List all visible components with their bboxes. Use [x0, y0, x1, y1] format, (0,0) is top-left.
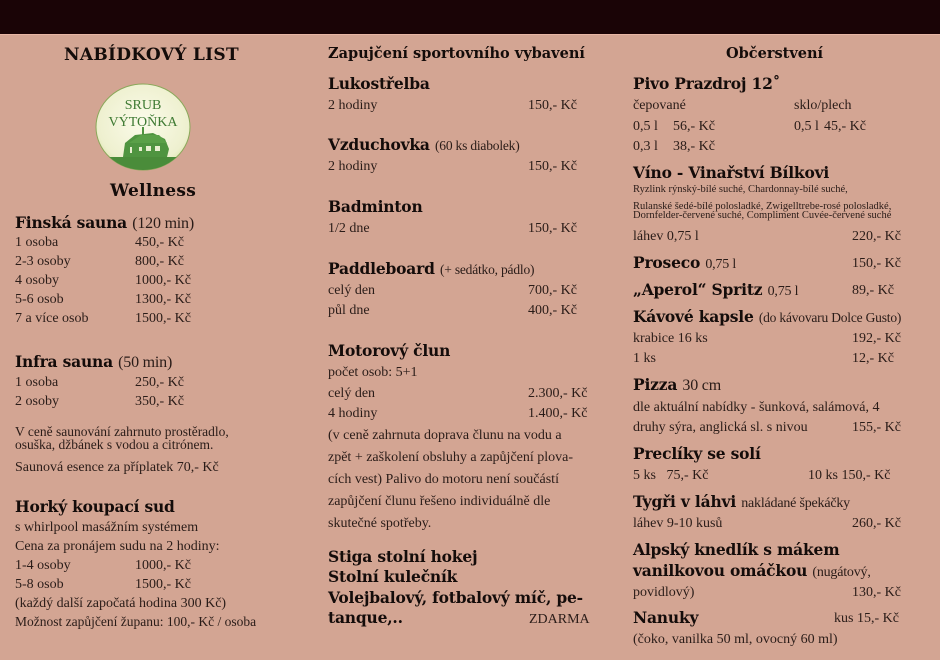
beer-bottle-price: 45,- Kč [824, 119, 866, 134]
top-bar [0, 0, 940, 35]
wine-heading: Víno - Vinařství Bílkovi [633, 163, 830, 182]
infra-sauna-name: Infra sauna [15, 352, 113, 371]
sauna-included-note-1: V ceně saunování zahrnuto prostěradlo, [15, 424, 229, 439]
dumpling-heading-1: Alpský knedlík s mákem [633, 540, 840, 559]
finska-row-price: 1300,- Kč [135, 292, 191, 307]
logo-line-2: VÝTOŇKA [108, 115, 178, 130]
badminton-row-price: 150,- Kč [528, 221, 577, 236]
finska-row-label: 5-6 osob [15, 292, 64, 307]
dumpling-note-2: povidlový) [633, 585, 695, 600]
aperol-name: „Aperol“ Spritz [633, 280, 763, 299]
sauna-essence-note: Saunová esence za příplatek 70,- Kč [15, 460, 219, 475]
archery-row-label: 2 hodiny [328, 98, 378, 113]
coffee-note: (do kávovaru Dolce Gusto) [758, 310, 902, 325]
hot-tub-row-label: 5-8 osob [15, 577, 64, 592]
motorboat-heading: Motorový člun [328, 341, 451, 360]
tigers-name: Tygři v láhvi [633, 492, 737, 511]
paddleboard-note: (+ sedátko, pádlo) [439, 262, 535, 277]
air-rifle-row-price: 150,- Kč [528, 159, 577, 174]
finska-row-label: 4 osoby [15, 273, 59, 288]
finska-row-price: 1000,- Kč [135, 273, 191, 288]
pizza-name: Pizza [633, 375, 678, 394]
tigers-note: nakládané špekáčky [741, 496, 850, 511]
finska-row-price: 1500,- Kč [135, 311, 191, 326]
pizza-desc: dle aktuální nabídky - šunková, salámová, 4 [633, 400, 880, 415]
dumpling-note-1: (nugátový, [812, 565, 871, 580]
badminton-heading: Badminton [328, 197, 423, 216]
beer-draft-size: 0,3 l [633, 139, 658, 154]
hot-tub-desc: s whirlpool masážním systémem [15, 520, 199, 535]
logo-line-1: SRUB [124, 98, 162, 113]
pizza-desc: druhy sýra, anglická sl. s nivou [633, 420, 808, 435]
motorboat-row-label: celý den [328, 386, 376, 401]
finska-row-price: 450,- Kč [135, 235, 184, 250]
ice-cream-desc: (čoko, vanilka 50 ml, ovocný 60 ml) [633, 632, 838, 647]
prosecco-price: 150,- Kč [852, 256, 901, 271]
tigers-heading [633, 492, 850, 514]
aperol-size: 0,75 l [767, 284, 799, 299]
page-title: NABÍDKOVÝ LIST [64, 45, 239, 65]
paddleboard-row-price: 700,- Kč [528, 283, 577, 298]
paddleboard-row-label: půl dne [328, 303, 370, 318]
free-item: Volejbalový, fotbalový míč, pe- [328, 588, 583, 607]
paddleboard-name: Paddleboard [328, 259, 435, 278]
infra-row-label: 1 osoba [15, 375, 59, 390]
infra-sauna-heading [15, 352, 172, 373]
infra-row-label: 2 osoby [15, 394, 59, 409]
coffee-name: Kávové kapsle [633, 307, 754, 326]
wine-list-line: Rulanské šedé-bílé polosladké, Zwigelltrebe-rosé polosladké, [633, 201, 892, 212]
finska-sauna-duration: (120 min) [132, 215, 194, 232]
sauna-included-note-2: osuška, džbánek s vodou a citrónem. [15, 437, 214, 452]
archery-heading: Lukostřelba [328, 74, 430, 93]
pizza-price: 155,- Kč [852, 420, 901, 435]
wine-row-label: láhev 0,75 l [633, 229, 699, 244]
beer-draft-price: 38,- Kč [673, 139, 715, 154]
motorboat-desc-line: cích vest) Palivo do motoru není součástí [328, 472, 559, 487]
hot-tub-row-price: 1500,- Kč [135, 577, 191, 592]
wine-row-price: 220,- Kč [852, 229, 901, 244]
air-rifle-name: Vzduchovka [328, 135, 430, 154]
finska-row-label: 1 osoba [15, 235, 59, 250]
motorboat-row-label: 4 hodiny [328, 406, 378, 421]
paddleboard-row-price: 400,- Kč [528, 303, 577, 318]
bathrobe-rental: Možnost zapůjčení županu: 100,- Kč / osoba [15, 614, 257, 629]
wine-list-line: Ryzlink rýnský-bílé suché, Chardonnay-bílé suché, [633, 184, 848, 195]
motorboat-row-price: 2.300,- Kč [528, 386, 588, 401]
food-title: Občerstvení [726, 45, 824, 62]
pretzels-large: 10 ks 150,- Kč [808, 468, 891, 483]
beer-draft-price: 56,- Kč [673, 119, 715, 134]
free-price: ZDARMA [529, 612, 590, 627]
prosecco-heading [633, 253, 736, 275]
ice-cream-price: kus 15,- Kč [834, 611, 899, 626]
paddleboard-row-label: celý den [328, 283, 376, 298]
infra-sauna-duration: (50 min) [118, 354, 173, 371]
aperol-price: 89,- Kč [852, 283, 894, 298]
hot-tub-rental-info: Cena za pronájem sudu na 2 hodiny: [15, 539, 220, 554]
free-item: tanque,.. [328, 608, 403, 627]
dumpling-price: 130,- Kč [852, 585, 901, 600]
air-rifle-row-label: 2 hodiny [328, 159, 378, 174]
free-item: Stolní kulečník [328, 567, 458, 586]
pizza-heading [633, 375, 721, 396]
prosecco-size: 0,75 l [705, 257, 737, 272]
finska-row-label: 2-3 osoby [15, 254, 71, 269]
beer-bottle-size: 0,5 l [794, 119, 819, 134]
aperol-heading [633, 280, 798, 302]
pretzels-small: 5 ks 75,- Kč [633, 468, 709, 483]
badminton-row-label: 1/2 dne [328, 221, 370, 236]
finska-row-price: 800,- Kč [135, 254, 184, 269]
coffee-row-label: 1 ks [633, 351, 656, 366]
srub-vytonka-logo [95, 83, 191, 171]
infra-row-price: 250,- Kč [135, 375, 184, 390]
coffee-heading [633, 307, 901, 328]
hot-tub-row-price: 1000,- Kč [135, 558, 191, 573]
coffee-row-label: krabice 16 ks [633, 331, 708, 346]
finska-sauna-name: Finská sauna [15, 213, 128, 232]
free-item: Stiga stolní hokej [328, 547, 478, 566]
tigers-row-price: 260,- Kč [852, 516, 901, 531]
tigers-row-label: láhev 9-10 kusů [633, 516, 723, 531]
pretzels-heading: Preclíky se solí [633, 444, 761, 463]
wellness-title: Wellness [110, 181, 197, 201]
air-rifle-heading [328, 135, 520, 156]
hot-tub-heading: Horký koupací sud [15, 497, 175, 516]
coffee-row-price: 12,- Kč [852, 351, 894, 366]
beer-draft-size: 0,5 l [633, 119, 658, 134]
motorboat-desc-line: (v ceně zahrnuta doprava člunu na vodu a [328, 428, 562, 443]
dumpling-heading-2 [633, 561, 871, 583]
motorboat-desc-line: zpět + zaškolení obsluhy a zapůjčení plova- [328, 450, 574, 465]
motorboat-row-price: 1.400,- Kč [528, 406, 588, 421]
dumpling-name-2: vanilkovou omáčkou [633, 561, 808, 580]
pizza-size: 30 cm [682, 377, 721, 394]
beer-bottle-header: sklo/plech [794, 98, 852, 113]
infra-row-price: 350,- Kč [135, 394, 184, 409]
archery-row-price: 150,- Kč [528, 98, 577, 113]
beer-heading: Pivo Prazdroj 12˚ [633, 74, 781, 93]
motorboat-desc-line: zapůjčení člunu řešeno individuálně dle [328, 494, 551, 509]
finska-sauna-heading [15, 213, 194, 234]
paddleboard-heading [328, 259, 534, 280]
beer-draft-header: čepované [633, 98, 686, 113]
sport-title: Zapujčení sportovního vybavení [328, 45, 585, 62]
coffee-row-price: 192,- Kč [852, 331, 901, 346]
motorboat-desc-line: skutečné spotřeby. [328, 516, 432, 531]
motorboat-persons: počet osob: 5+1 [328, 365, 418, 380]
finska-row-label: 7 a více osob [15, 311, 89, 326]
hot-tub-row-label: 1-4 osoby [15, 558, 71, 573]
air-rifle-note: (60 ks diabolek) [434, 138, 520, 153]
wine-list-line: Dornfelder-červené suché, Compliment Cuvée-červené suché [633, 210, 892, 221]
prosecco-name: Proseco [633, 253, 701, 272]
hot-tub-extra-hour: (každý další započatá hodina 300 Kč) [15, 596, 227, 611]
ice-cream-heading: Nanuky [633, 608, 699, 627]
